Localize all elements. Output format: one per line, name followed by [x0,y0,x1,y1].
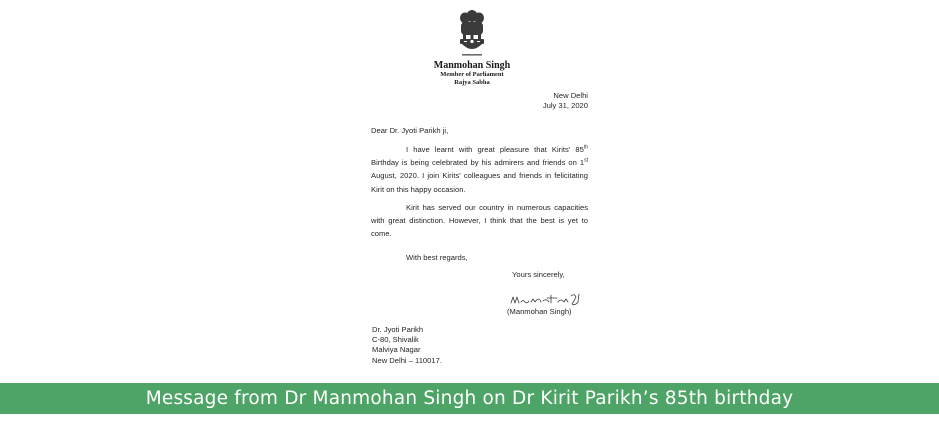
caption-text: Message from Dr Manmohan Singh on Dr Kirit Parikh’s 85th birthday [145,388,794,409]
letter-date: July 31, 2020 [542,101,588,110]
address-line: New Delhi – 110017. [372,355,442,365]
letterhead-title: Member of Parliament [440,71,504,78]
caption-bar [0,383,939,414]
paragraph-1-text-c: August, 2020. I join Kirits' colleagues and friends in felicitating Kirit on this happy occasion. [371,171,588,194]
salutation: Dear Dr. Jyoti Parikh ji, [371,126,449,135]
letterhead-house: Rajya Sabha [454,79,490,86]
address-line: C-80, Shivalik [372,335,419,345]
closing: With best regards, [406,253,468,262]
body-paragraph-2: Kirit has served our country in numerous capacities with great distinction. However, I think that the best is yet to come. [371,203,588,239]
national-emblem-icon [456,10,488,58]
recipient-address [372,325,442,366]
superscript-th: th [583,144,588,151]
paragraph-1-text-a: I have learnt with great pleasure that Kirits' 85 [406,145,584,154]
letter-place: New Delhi [553,91,588,100]
paragraph-1-text-b: Birthday is being celebrated by his admirers and friends on 1 [371,158,585,168]
superscript-st: st [584,157,588,164]
body-paragraph-1 [371,143,588,196]
address-line: Dr. Jyoti Parikh [372,325,424,334]
sign-off: Yours sincerely, [512,270,565,279]
signatory-name: (Manmohan Singh) [507,307,572,316]
place-date-block [500,91,588,111]
letterhead-name: Manmohan Singh [433,60,511,71]
address-line: Malviya Nagar [372,345,421,355]
